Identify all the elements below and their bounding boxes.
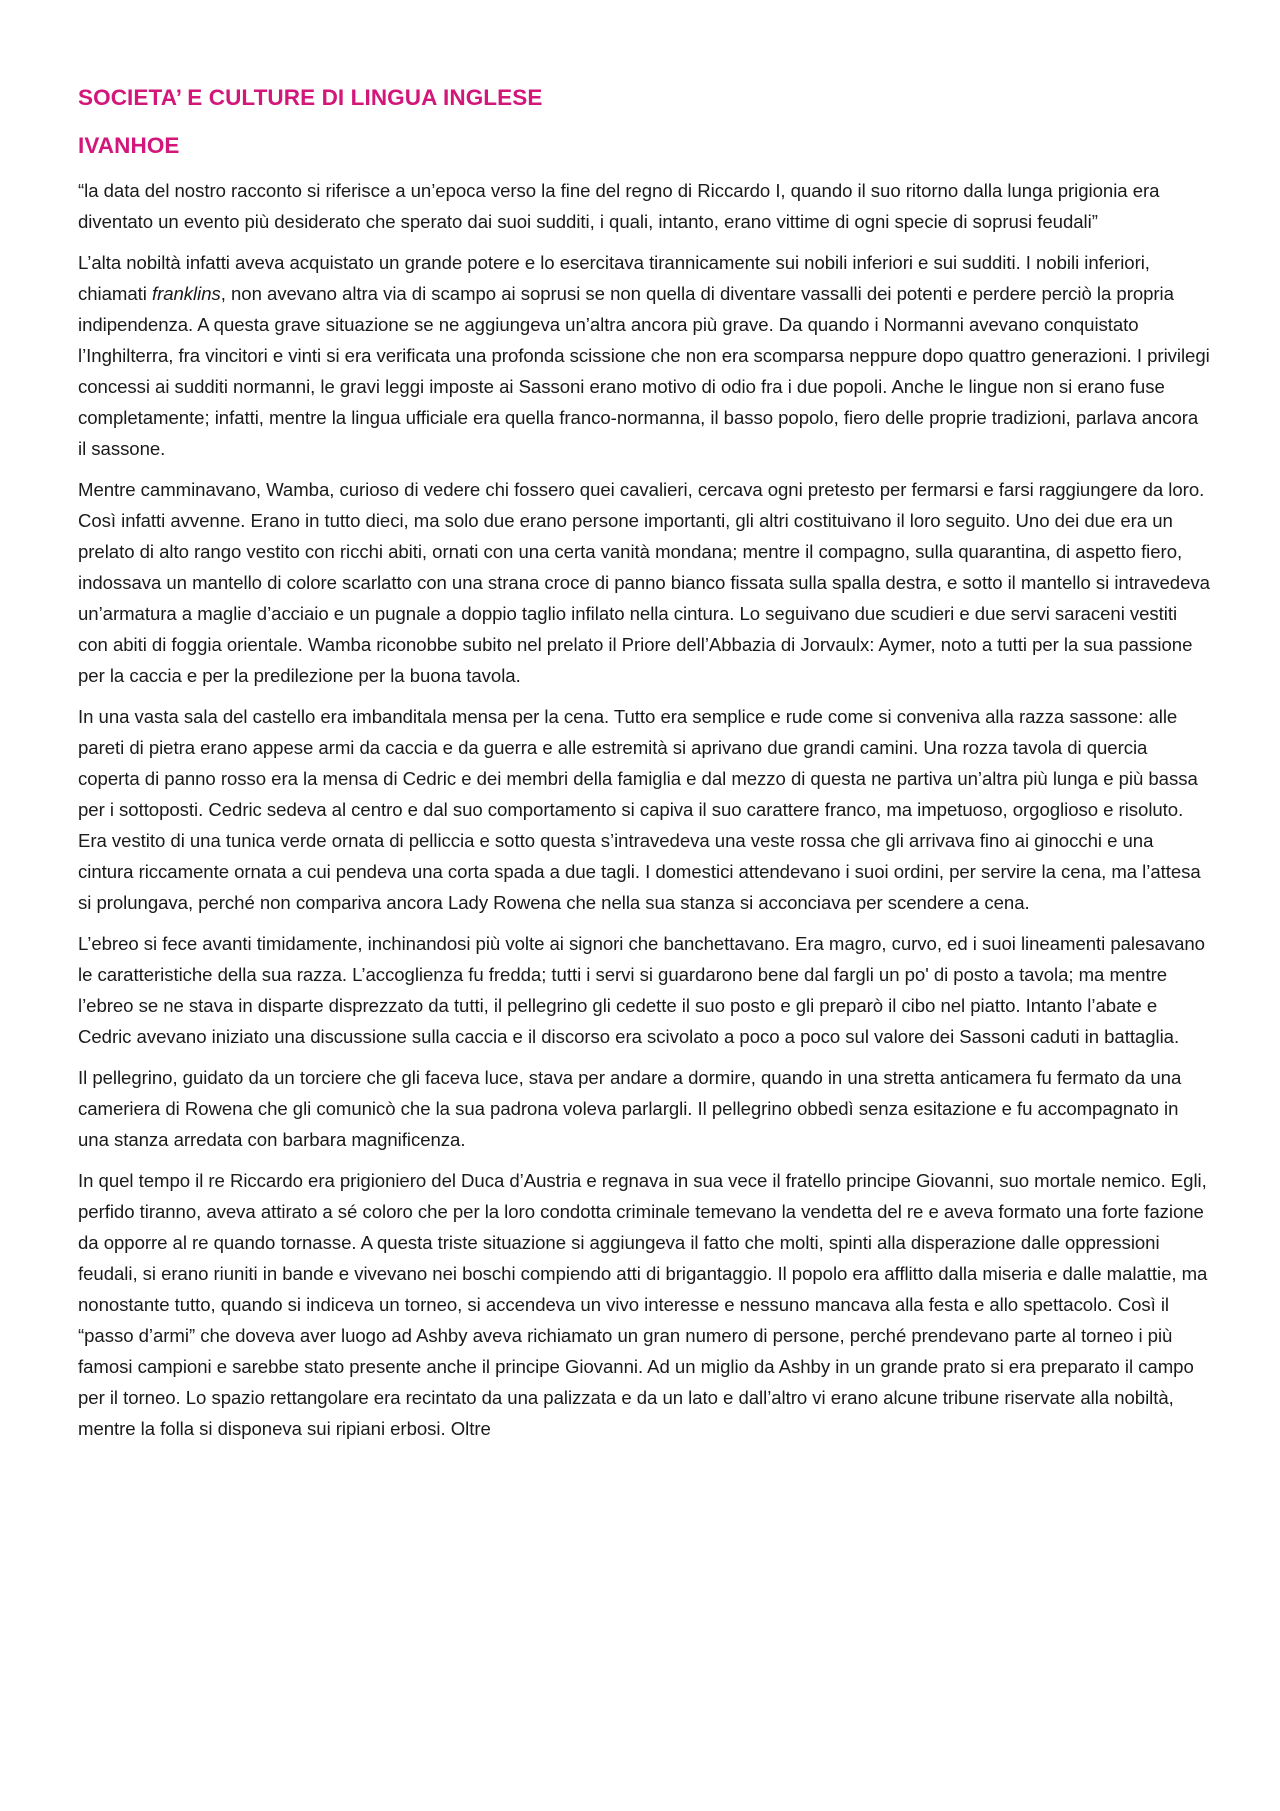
paragraph-jew: L’ebreo si fece avanti timidamente, inchinandosi più volte ai signori che banchettavano. Era magro, curvo, ed i suoi lineamenti palesavano le caratteristiche della sua razza. L’accoglienza fu fredda; tutti i servi si guardarono bene dal fargli un po' di posto a tavola; ma mentre l’ebreo se ne stava in disparte disprezzato da tutti, il pellegrino gli cedette il suo posto e gli preparò il cibo nel piatto. Intanto l’abate e Cedric avevano iniziato una discussione sulla caccia e il discorso era scivolato a poco a poco sul valore dei Sassoni caduti in battaglia. xyxy=(78,933,1205,1047)
document-title: SOCIETA’ E CULTURE DI LINGUA INGLESE xyxy=(78,85,543,110)
paragraph-wamba: Mentre camminavano, Wamba, curioso di vedere chi fossero quei cavalieri, cercava ogni pretesto per fermarsi e farsi raggiungere da loro. Così infatti avvenne. Erano in tutto dieci, ma solo due erano persone importanti, gli altri costituivano il loro seguito. Uno dei due era un prelato di alto rango vestito con ricchi abiti, ornati con una certa vanità mondana; mentre il compagno, sulla quarantina, di aspetto fiero, indossava un mantello di colore scarlatto con una strana croce di panno bianco fissata sulla spalla destra, e sotto il mantello si intravedeva un’armatura a maglie d’acciaio e un pugnale a doppio taglio infilato nella cintura. Lo seguivano due scudieri e due servi saraceni vestiti con abiti di foggia orientale. Wamba riconobbe subito nel prelato il Priore dell’Abbazia di Jorvaulx: Aymer, noto a tutti per la sua passione per la caccia e per la predilezione per la buona tavola. xyxy=(78,479,1210,686)
section-title: IVANHOE xyxy=(78,133,180,158)
paragraph-nobility xyxy=(78,247,1210,464)
italic-term: franklins xyxy=(151,283,221,304)
paragraph-text: , non avevano altra via di scampo ai soprusi se non quella di diventare vassalli dei potenti e perdere perciò la propria indipendenza. A questa grave situazione se ne aggiungeva un’altra ancora più grave. Da quando i Normanni avevano conquistato l’Inghilterra, fra vincitori e vinti si era verificata una profonda scissione che non era scomparsa neppure dopo quattro generazioni. I privilegi concessi ai sudditi normanni, le gravi leggi imposte ai Sassoni erano motivo di odio fra i due popoli. Anche le lingue non si erano fuse completamente; infatti, mentre la lingua ufficiale era quella franco-normanna, il basso popolo, fiero delle proprie tradizioni, parlava ancora il sassone. xyxy=(78,283,1210,459)
paragraph-text: L’alta nobiltà infatti aveva acquistato un grande potere e lo esercitava tirannicamente sui nobili inferiori e sui sudditi. I nobili inferiori, chiamati xyxy=(78,252,1150,304)
document-page xyxy=(78,82,1210,1454)
paragraph-quote: “la data del nostro racconto si riferisce a un’epoca verso la fine del regno di Riccardo I, quando il suo ritorno dalla lunga prigionia era diventato un evento più desiderato che sperato dai suoi sudditi, i quali, intanto, erano vittime di ogni specie di soprusi feudali” xyxy=(78,180,1160,232)
paragraph-castle-hall: In una vasta sala del castello era imbanditala mensa per la cena. Tutto era semplice e rude come si conveniva alla razza sassone: alle pareti di pietra erano appese armi da caccia e da guerra e alle estremità si aprivano due grandi camini. Una rozza tavola di quercia coperta di panno rosso era la mensa di Cedric e dei membri della famiglia e dal mezzo di questa ne partiva un’altra più lunga e più bassa per i sottoposti. Cedric sedeva al centro e dal suo comportamento si capiva il suo carattere franco, ma impetuoso, orgoglioso e risoluto. Era vestito di una tunica verde ornata di pelliccia e sotto questa s’intravedeva una veste rossa che gli arrivava fino ai ginocchi e una cintura riccamente ornata a cui pendeva una corta spada a due tagli. I domestici attendevano i suoi ordini, per servire la cena, ma l’attesa si prolungava, perché non compariva ancora Lady Rowena che nella sua stanza si acconciava per scendere a cena. xyxy=(78,706,1201,913)
paragraph-pilgrim: Il pellegrino, guidato da un torciere che gli faceva luce, stava per andare a dormire, quando in una stretta anticamera fu fermato da una cameriera di Rowena che gli comunicò che la sua padrona voleva parlargli. Il pellegrino obbedì senza esitazione e fu accompagnato in una stanza arredata con barbara magnificenza. xyxy=(78,1067,1182,1150)
paragraph-king-richard: In quel tempo il re Riccardo era prigioniero del Duca d’Austria e regnava in sua vece il fratello principe Giovanni, suo mortale nemico. Egli, perfido tiranno, aveva attirato a sé coloro che per la loro condotta criminale temevano la vendetta del re e aveva formato una forte fazione da opporre al re quando tornasse. A questa triste situazione si aggiungeva il fatto che molti, spinti alla disperazione dalle oppressioni feudali, si erano riuniti in bande e vivevano nei boschi compiendo atti di brigantaggio. Il popolo era afflitto dalla miseria e dalle malattie, ma nonostante tutto, quando si indiceva un torneo, si accendeva un vivo interesse e nessuno mancava alla festa e allo spettacolo. Così il “passo d’armi” che doveva aver luogo ad Ashby aveva richiamato un gran numero di persone, perché prendevano parte al torneo i più famosi campioni e sarebbe stato presente anche il principe Giovanni. Ad un miglio da Ashby in un grande prato si era preparato il campo per il torneo. Lo spazio rettangolare era recintato da una palizzata e da un lato e dall’altro vi erano alcune tribune riservate alla nobiltà, mentre la folla si disponeva sui ripiani erbosi. Oltre xyxy=(78,1170,1208,1439)
